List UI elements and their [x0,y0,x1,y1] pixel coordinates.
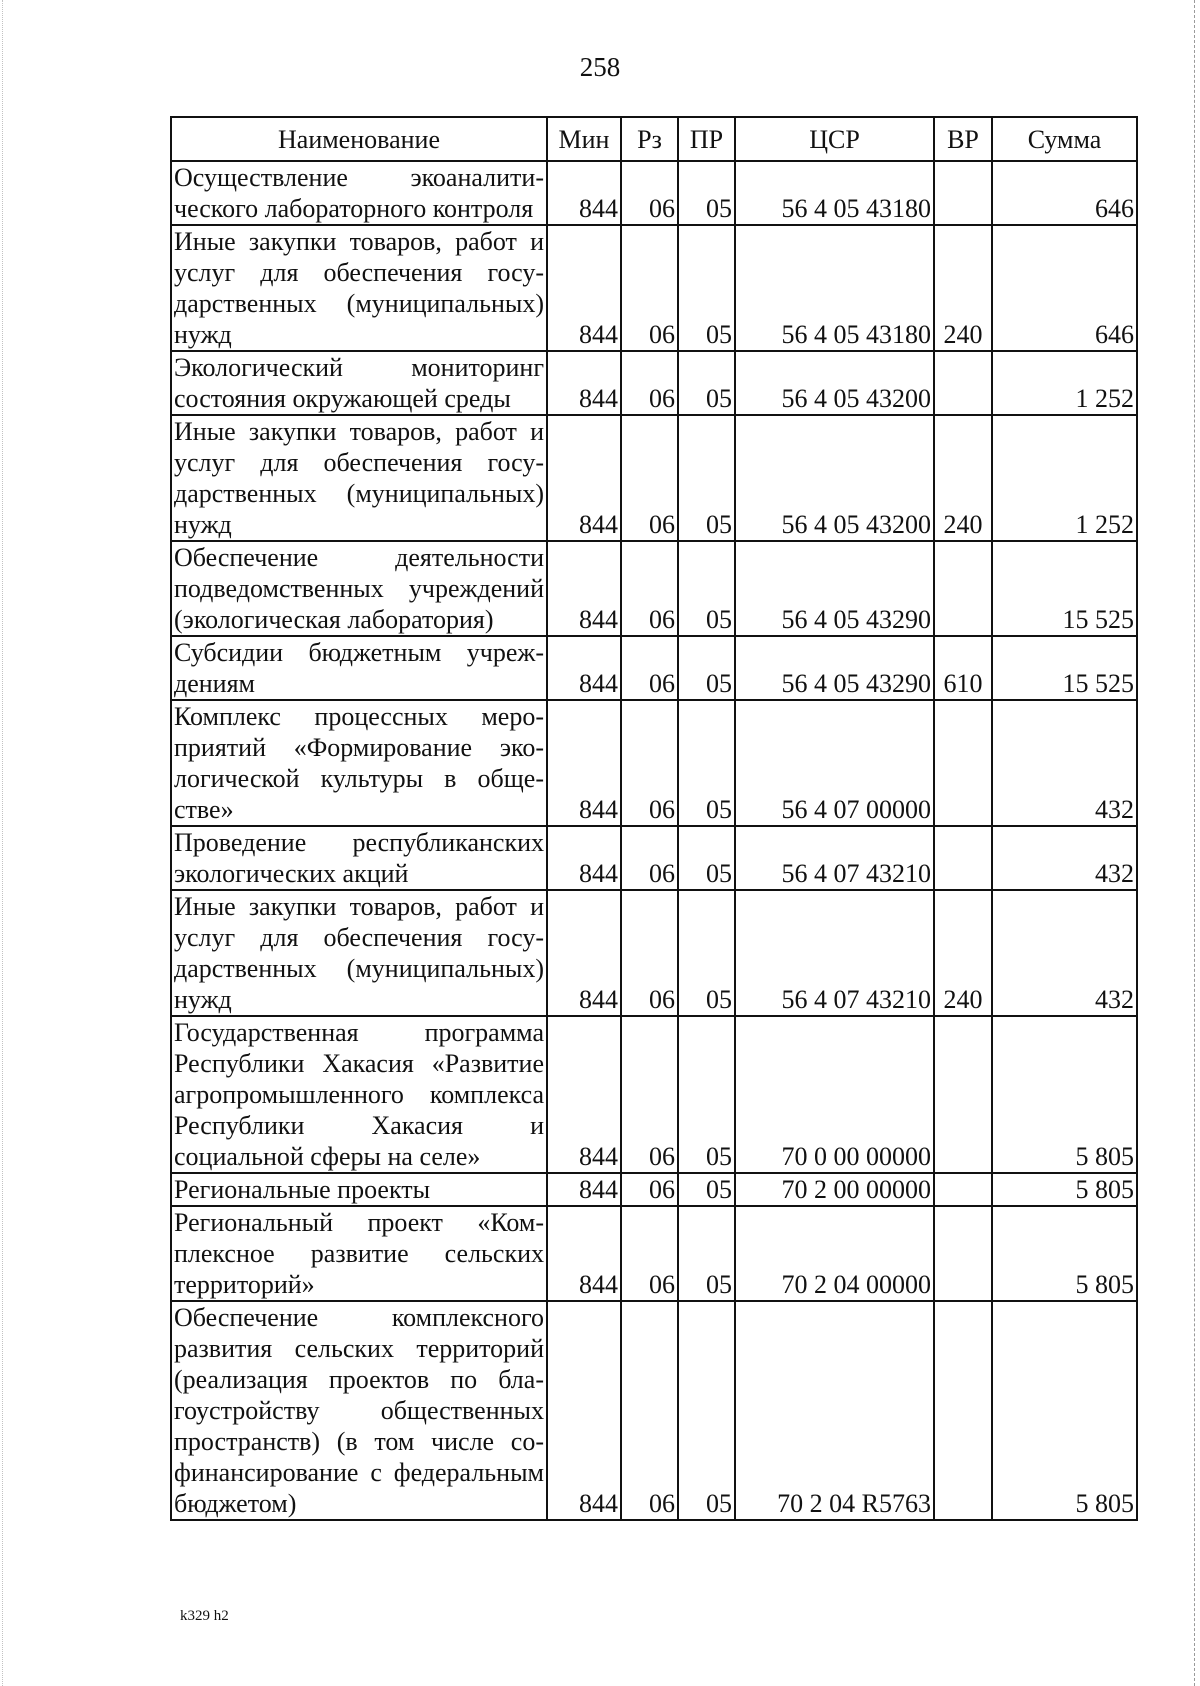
row-pr-cell: 05 [678,1301,735,1520]
row-csr-cell: 56 4 05 43180 [735,225,934,351]
table-row [171,1301,1137,1520]
row-pr-cell: 05 [678,541,735,636]
row-rz-cell: 06 [621,1173,678,1206]
table-row [171,1206,1137,1301]
table-row [171,890,1137,1016]
row-sum-cell: 432 [992,890,1137,1016]
row-min-cell: 844 [547,1173,621,1206]
header-name: Наименование [171,117,547,161]
row-sum-cell: 5 805 [992,1016,1137,1173]
header-csr: ЦСР [735,117,934,161]
row-sum-cell: 1 252 [992,415,1137,541]
scan-edge-right [1194,0,1195,1686]
row-name-cell: Региональные проекты [171,1173,547,1206]
row-min-cell: 844 [547,351,621,415]
row-min-cell: 844 [547,1206,621,1301]
row-csr-cell: 56 4 07 00000 [735,700,934,826]
row-rz-cell: 06 [621,225,678,351]
table-row [171,826,1137,890]
row-min-cell: 844 [547,541,621,636]
row-rz-cell: 06 [621,351,678,415]
row-name-cell: Иные закупки товаров, работ и услуг для обеспечения государственных (муниципальных) нужд [171,225,547,351]
row-name-cell: Иные закупки товаров, работ и услуг для обеспечения государственных (муниципальных) нужд [171,415,547,541]
row-csr-cell: 56 4 05 43290 [735,636,934,700]
budget-table [170,116,1138,1521]
row-rz-cell: 06 [621,415,678,541]
row-pr-cell: 05 [678,826,735,890]
row-vr-cell [934,1173,992,1206]
row-name-cell: Осуществление экоаналитического лабораторного контроля [171,161,547,225]
table-row [171,700,1137,826]
row-name-cell: Проведение республиканских экологических акций [171,826,547,890]
row-csr-cell: 70 0 00 00000 [735,1016,934,1173]
row-rz-cell: 06 [621,1016,678,1173]
row-sum-cell: 5 805 [992,1301,1137,1520]
row-vr-cell [934,1301,992,1520]
row-csr-cell: 56 4 07 43210 [735,826,934,890]
row-pr-cell: 05 [678,636,735,700]
table-row [171,541,1137,636]
row-pr-cell: 05 [678,161,735,225]
row-pr-cell: 05 [678,890,735,1016]
table-row [171,636,1137,700]
table-row [171,1173,1137,1206]
row-min-cell: 844 [547,890,621,1016]
row-min-cell: 844 [547,225,621,351]
header-vr: ВР [934,117,992,161]
page-number: 258 [579,52,621,82]
row-csr-cell: 56 4 05 43200 [735,415,934,541]
row-name-cell: Обеспечение комплексного развития сельских территорий (реализация проектов по благоустройству общественных пространств) (в том числе софинансирование с федеральным бюджетом) [171,1301,547,1520]
row-pr-cell: 05 [678,1173,735,1206]
table-row [171,161,1137,225]
row-min-cell: 844 [547,415,621,541]
row-vr-cell: 240 [934,415,992,541]
row-min-cell: 844 [547,1301,621,1520]
row-vr-cell: 240 [934,225,992,351]
row-vr-cell [934,826,992,890]
row-rz-cell: 06 [621,541,678,636]
row-csr-cell: 70 2 04 R5763 [735,1301,934,1520]
row-csr-cell: 70 2 04 00000 [735,1206,934,1301]
row-pr-cell: 05 [678,700,735,826]
row-pr-cell: 05 [678,1206,735,1301]
row-rz-cell: 06 [621,636,678,700]
row-min-cell: 844 [547,636,621,700]
row-name-cell: Региональный проект «Комплексное развитие сельских территорий» [171,1206,547,1301]
row-rz-cell: 06 [621,1206,678,1301]
row-vr-cell: 240 [934,890,992,1016]
row-name-cell: Государственная программа Республики Хакасия «Развитие агропромышленного комплекса Республики Хакасия и социальной сферы на селе» [171,1016,547,1173]
table-row [171,415,1137,541]
row-csr-cell: 56 4 07 43210 [735,890,934,1016]
row-pr-cell: 05 [678,225,735,351]
row-vr-cell [934,700,992,826]
header-pr: ПР [678,117,735,161]
row-name-cell: Обеспечение деятельности подведомственных учреждений (экологическая лаборатория) [171,541,547,636]
row-rz-cell: 06 [621,1301,678,1520]
row-pr-cell: 05 [678,415,735,541]
row-vr-cell: 610 [934,636,992,700]
row-name-cell: Экологический мониторинг состояния окружающей среды [171,351,547,415]
row-name-cell: Субсидии бюджетным учреждениям [171,636,547,700]
row-vr-cell [934,541,992,636]
row-rz-cell: 06 [621,700,678,826]
header-rz: Рз [621,117,678,161]
row-sum-cell: 432 [992,826,1137,890]
row-rz-cell: 06 [621,890,678,1016]
row-vr-cell [934,1206,992,1301]
row-sum-cell: 5 805 [992,1206,1137,1301]
row-rz-cell: 06 [621,161,678,225]
footer-code: k329 h2 [180,1608,229,1624]
scan-edge-left [2,0,3,1686]
row-min-cell: 844 [547,826,621,890]
row-sum-cell: 646 [992,161,1137,225]
header-row [171,117,1137,161]
row-csr-cell: 56 4 05 43200 [735,351,934,415]
row-pr-cell: 05 [678,1016,735,1173]
table-row [171,1016,1137,1173]
row-sum-cell: 15 525 [992,541,1137,636]
row-sum-cell: 646 [992,225,1137,351]
row-rz-cell: 06 [621,826,678,890]
row-vr-cell [934,1016,992,1173]
row-pr-cell: 05 [678,351,735,415]
row-sum-cell: 15 525 [992,636,1137,700]
row-csr-cell: 70 2 00 00000 [735,1173,934,1206]
row-sum-cell: 1 252 [992,351,1137,415]
row-name-cell: Комплекс процессных мероприятий «Формирование экологической культуры в обществе» [171,700,547,826]
row-vr-cell [934,351,992,415]
row-sum-cell: 5 805 [992,1173,1137,1206]
row-min-cell: 844 [547,700,621,826]
row-min-cell: 844 [547,161,621,225]
row-sum-cell: 432 [992,700,1137,826]
row-name-cell: Иные закупки товаров, работ и услуг для обеспечения государственных (муниципальных) нужд [171,890,547,1016]
row-min-cell: 844 [547,1016,621,1173]
row-csr-cell: 56 4 05 43290 [735,541,934,636]
table-row [171,351,1137,415]
table-row [171,225,1137,351]
header-min: Мин [547,117,621,161]
row-csr-cell: 56 4 05 43180 [735,161,934,225]
row-vr-cell [934,161,992,225]
header-sum: Сумма [992,117,1137,161]
